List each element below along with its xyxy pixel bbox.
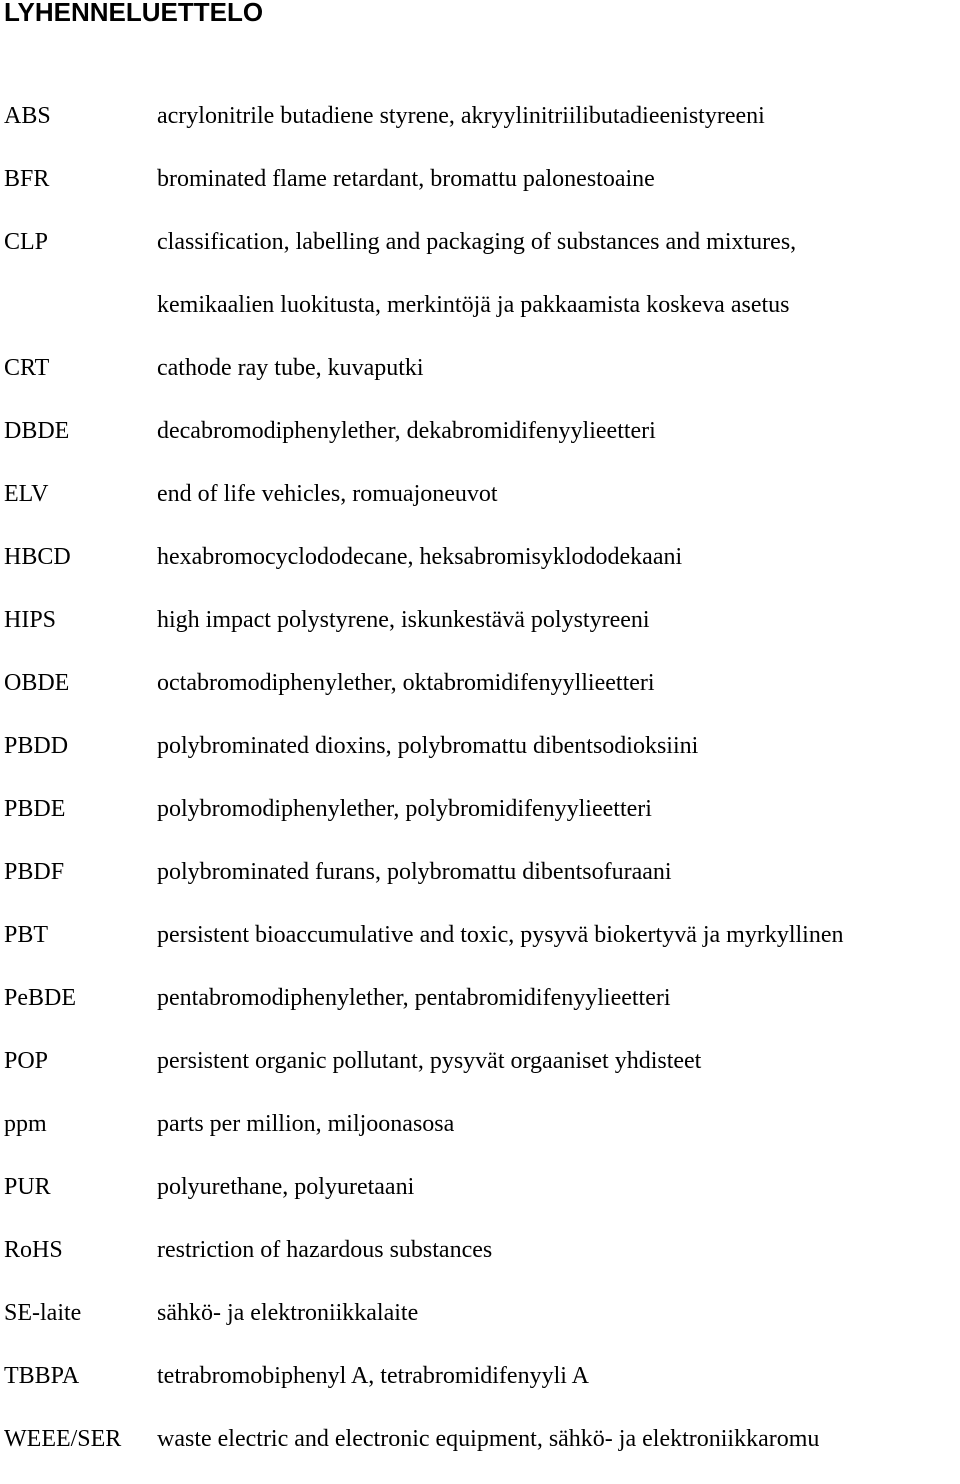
definition-block bbox=[157, 224, 796, 323]
list-item bbox=[0, 854, 960, 917]
definition: acrylonitrile butadiene styrene, akryylinitriilibutadieenistyreeni bbox=[157, 103, 765, 129]
abbreviation: ppm bbox=[4, 1111, 47, 1137]
abbreviation: POP bbox=[4, 1048, 49, 1074]
abbreviation: OBDE bbox=[4, 670, 70, 696]
definition: persistent organic pollutant, pysyvät orgaaniset yhdisteet bbox=[157, 1048, 702, 1074]
list-item bbox=[0, 98, 960, 161]
abbreviation: TBBPA bbox=[4, 1363, 80, 1389]
page-title: LYHENNELUETTELO bbox=[4, 0, 264, 27]
definition: parts per million, miljoonasosa bbox=[157, 1111, 455, 1137]
list-item bbox=[0, 917, 960, 980]
abbreviation: PUR bbox=[4, 1174, 51, 1200]
definition: octabromodiphenylether, oktabromidifenyyllieetteri bbox=[157, 670, 655, 696]
list-item bbox=[0, 1232, 960, 1295]
abbreviation: HIPS bbox=[4, 607, 57, 633]
definition: sähkö- ja elektroniikkalaite bbox=[157, 1300, 419, 1326]
list-item bbox=[0, 602, 960, 665]
abbreviation: SE-laite bbox=[4, 1300, 82, 1326]
list-item bbox=[0, 1358, 960, 1421]
abbreviation: ELV bbox=[4, 481, 49, 507]
definition: tetrabromobiphenyl A, tetrabromidifenyyli A bbox=[157, 1363, 589, 1389]
list-item bbox=[0, 224, 960, 350]
definition: polybrominated furans, polybromattu dibentsofuraani bbox=[157, 859, 672, 885]
definition: polybrominated dioxins, polybromattu dibentsodioksiini bbox=[157, 733, 699, 759]
abbreviation: HBCD bbox=[4, 544, 71, 570]
list-item bbox=[0, 413, 960, 476]
list-item bbox=[0, 728, 960, 791]
abbreviation: BFR bbox=[4, 166, 50, 192]
definition: polyurethane, polyuretaani bbox=[157, 1174, 415, 1200]
abbreviation: ABS bbox=[4, 103, 51, 129]
definition: persistent bioaccumulative and toxic, pysyvä biokertyvä ja myrkyllinen bbox=[157, 922, 844, 948]
definition: cathode ray tube, kuvaputki bbox=[157, 355, 424, 381]
abbreviation: PBDD bbox=[4, 733, 69, 759]
definition: restriction of hazardous substances bbox=[157, 1237, 493, 1263]
list-item bbox=[0, 1421, 960, 1484]
abbreviation: PeBDE bbox=[4, 985, 76, 1011]
abbreviation: PBDF bbox=[4, 859, 65, 885]
abbreviation: PBT bbox=[4, 922, 49, 948]
list-item bbox=[0, 539, 960, 602]
list-item bbox=[0, 161, 960, 224]
list-item bbox=[0, 791, 960, 854]
abbreviation: CLP bbox=[4, 229, 49, 255]
definition: pentabromodiphenylether, pentabromidifenyylieetteri bbox=[157, 985, 671, 1011]
definition: classification, labelling and packaging of substances and mixtures, bbox=[157, 229, 797, 255]
list-item bbox=[0, 980, 960, 1043]
definition: polybromodiphenylether, polybromidifenyylieetteri bbox=[157, 796, 652, 822]
abbreviation: CRT bbox=[4, 355, 50, 381]
abbreviation: RoHS bbox=[4, 1237, 63, 1263]
list-item bbox=[0, 1043, 960, 1106]
list-item bbox=[0, 476, 960, 539]
abbreviation: DBDE bbox=[4, 418, 70, 444]
list-item bbox=[0, 1169, 960, 1232]
abbreviation: WEEE/SER bbox=[4, 1426, 122, 1452]
definition: high impact polystyrene, iskunkestävä polystyreeni bbox=[157, 607, 650, 633]
list-item bbox=[0, 1295, 960, 1358]
definition-continuation: kemikaalien luokitusta, merkintöjä ja pakkaamista koskeva asetus bbox=[157, 292, 790, 318]
definition: hexabromocyclododecane, heksabromisyklododekaani bbox=[157, 544, 683, 570]
definition: end of life vehicles, romuajoneuvot bbox=[157, 481, 498, 507]
definition: decabromodiphenylether, dekabromidifenyylieetteri bbox=[157, 418, 656, 444]
definition: brominated flame retardant, bromattu palonestoaine bbox=[157, 166, 655, 192]
list-item bbox=[0, 665, 960, 728]
abbreviation-list bbox=[0, 98, 960, 1484]
definition: waste electric and electronic equipment, sähkö- ja elektroniikkaromu bbox=[157, 1426, 820, 1452]
abbreviation: PBDE bbox=[4, 796, 66, 822]
list-item bbox=[0, 1106, 960, 1169]
list-item bbox=[0, 350, 960, 413]
